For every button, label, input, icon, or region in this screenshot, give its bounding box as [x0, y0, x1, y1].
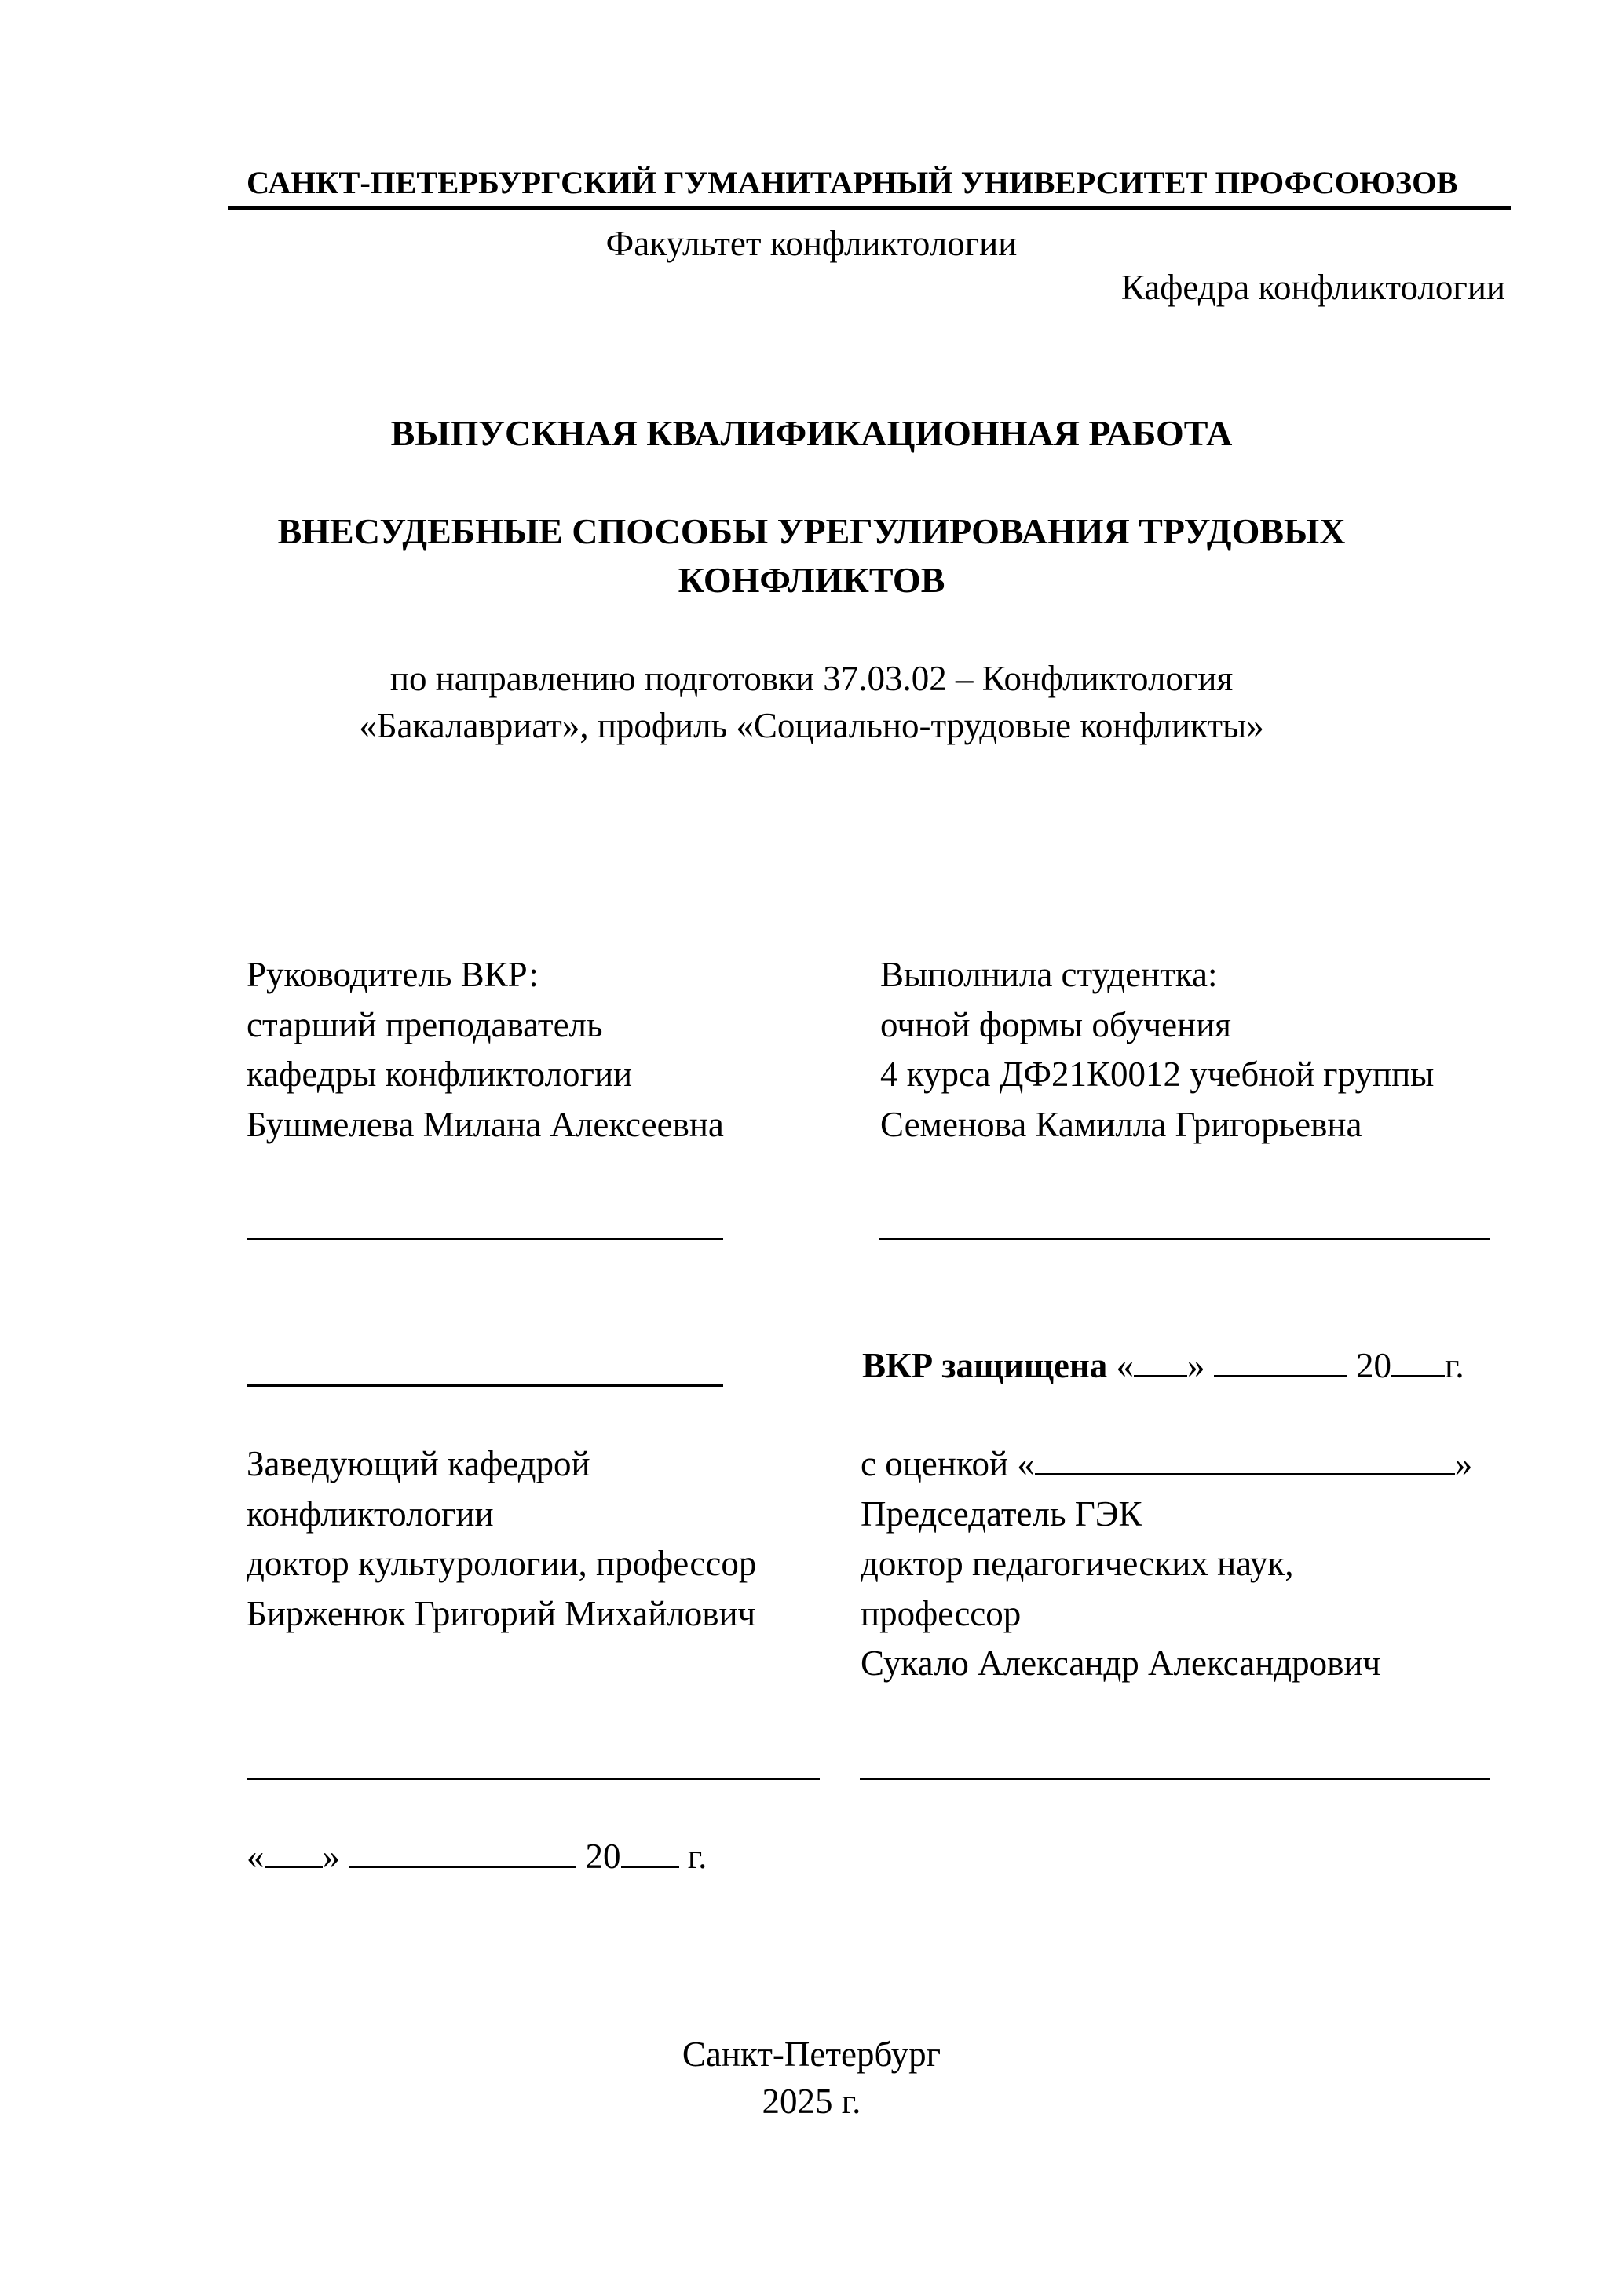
direction-line-1: по направлению подготовки 37.03.02 – Конфликтология — [389, 659, 1234, 698]
supervisor-date-line[interactable] — [247, 1384, 723, 1387]
chairman-title: профессор — [861, 1593, 1022, 1633]
chairman-degree: доктор педагогических наук, — [861, 1544, 1294, 1583]
grade-field[interactable] — [1035, 1446, 1455, 1475]
defense-close-quote: » — [1187, 1346, 1205, 1385]
defense-label: ВКР защищена — [862, 1346, 1108, 1385]
supervisor-position: старший преподаватель — [247, 1004, 603, 1044]
chairman-label: Председатель ГЭК — [861, 1493, 1142, 1534]
student-block — [880, 950, 1434, 1150]
grade-prefix: с оценкой « — [861, 1444, 1035, 1483]
date-close-quote: » — [322, 1837, 340, 1876]
chairman-signature-line[interactable] — [860, 1778, 1490, 1780]
topic-title-line-2: КОНФЛИКТОВ — [678, 560, 945, 600]
date-century: 20 — [585, 1837, 621, 1876]
defense-century: 20 — [1356, 1346, 1392, 1385]
defense-year-suffix: г. — [1445, 1346, 1464, 1385]
defense-day-field[interactable] — [1134, 1348, 1187, 1377]
date-year-field[interactable] — [621, 1839, 679, 1868]
grade-row — [861, 1439, 1472, 1490]
defense-month-field[interactable] — [1214, 1348, 1347, 1377]
defense-year-field[interactable] — [1391, 1348, 1445, 1377]
student-name: Семенова Камилла Григорьевна — [880, 1104, 1362, 1144]
supervisor-department: кафедры конфликтологии — [247, 1055, 633, 1094]
head-label: Заведующий кафедрой — [247, 1444, 590, 1483]
date-day-field[interactable] — [265, 1839, 323, 1868]
defense-row — [862, 1348, 1464, 1384]
footer-year: 2025 г. — [762, 2082, 861, 2121]
head-name: Бирженюк Григорий Михайлович — [247, 1593, 756, 1633]
student-form: очной формы обучения — [880, 1004, 1231, 1044]
faculty-name: Факультет конфликтологии — [605, 224, 1018, 263]
head-signature-line[interactable] — [247, 1778, 820, 1780]
footer-city: Санкт-Петербург — [682, 2035, 941, 2074]
supervisor-name: Бушмелева Милана Алексеевна — [247, 1104, 724, 1144]
header-rule — [228, 206, 1511, 210]
supervisor-label: Руководитель ВКР: — [247, 955, 539, 994]
topic-title-line-1: ВНЕСУДЕБНЫЕ СПОСОБЫ УРЕГУЛИРОВАНИЯ ТРУДОВЫХ — [277, 511, 1346, 551]
student-label: Выполнила студентка: — [880, 955, 1218, 994]
chairman-block — [861, 1439, 1472, 1689]
date-month-field[interactable] — [349, 1839, 576, 1868]
student-signature-line[interactable] — [879, 1238, 1490, 1240]
date-row — [247, 1839, 707, 1874]
date-year-suffix: г. — [687, 1837, 707, 1876]
student-group: 4 курса ДФ21К0012 учебной группы — [880, 1055, 1435, 1094]
head-of-department-block — [247, 1439, 756, 1639]
defense-open-quote: « — [1116, 1346, 1135, 1385]
university-name: САНКТ-ПЕТЕРБУРГСКИЙ ГУМАНИТАРНЫЙ УНИВЕРСИТЕТ ПРОФСОЮЗОВ — [247, 165, 1458, 200]
date-open-quote: « — [247, 1837, 265, 1876]
department-name: Кафедра конфликтологии — [1120, 268, 1505, 307]
supervisor-block — [247, 950, 724, 1150]
chairman-name: Сукало Александр Александрович — [861, 1643, 1381, 1683]
head-degree: доктор культурологии, профессор — [247, 1544, 757, 1583]
head-department: конфликтологии — [247, 1493, 494, 1534]
grade-suffix: » — [1454, 1444, 1473, 1483]
direction-line-2: «Бакалавриат», профиль «Социально-трудовые конфликты» — [359, 706, 1264, 745]
work-type-title: ВЫПУСКНАЯ КВАЛИФИКАЦИОННАЯ РАБОТА — [390, 413, 1233, 453]
supervisor-signature-line[interactable] — [247, 1238, 723, 1240]
